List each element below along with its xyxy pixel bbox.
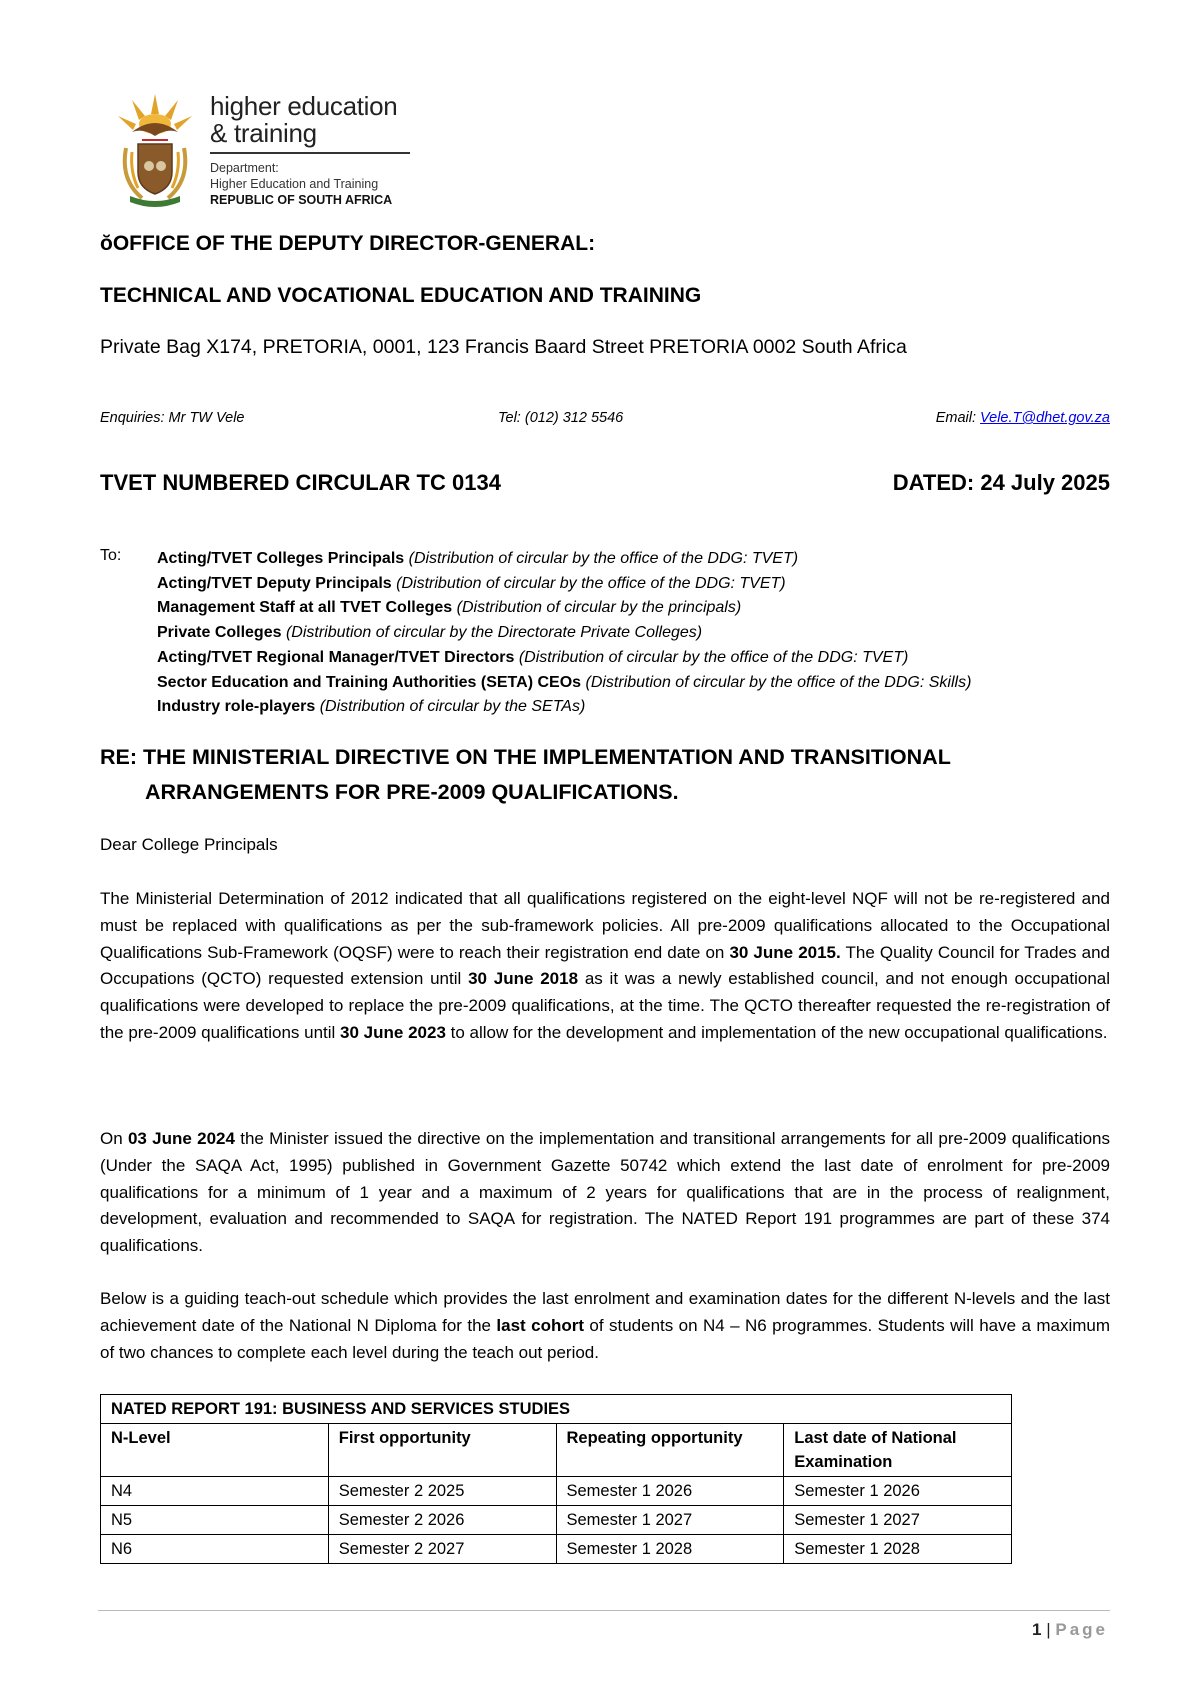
recipient-name: Industry role-players [157, 698, 320, 716]
table-cell: Semester 2 2026 [328, 1506, 556, 1535]
paragraph-2 [100, 1126, 1110, 1260]
table-title-row [101, 1395, 1012, 1424]
recipient-name: Sector Education and Training Authorities (SETA) CEOs [157, 673, 586, 691]
recipient-item [157, 671, 971, 696]
postal-address: Private Bag X174, PRETORIA, 0001, 123 Francis Baard Street PRETORIA 0002 South Africa [100, 336, 907, 358]
paragraph-3 [100, 1286, 1110, 1366]
p1-text-d: as it was a newly established council, and not enough occupational qualifications were developed to replace the pre-2009 qualifications, at the time. The QCTO thereafter requested the re-registration of the pre-2009 qualifications until [100, 969, 1111, 1042]
subject-line-2: ARRANGEMENTS FOR PRE-2009 QUALIFICATIONS. [145, 780, 679, 804]
circular-number: TVET NUMBERED CIRCULAR TC 0134 [100, 470, 501, 495]
page-footer [1032, 1620, 1108, 1640]
recipient-note: (Distribution of circular by the office of the DDG: TVET) [396, 574, 786, 592]
dept-line-3: REPUBLIC OF SOUTH AFRICA [210, 193, 393, 207]
table-cell: N6 [101, 1535, 329, 1564]
salutation: Dear College Principals [100, 835, 278, 854]
recipient-item [157, 621, 971, 646]
table-header-row [101, 1424, 1012, 1477]
email-block [936, 410, 1110, 426]
table-cell: N4 [101, 1477, 329, 1506]
p2-text-a: On [100, 1129, 128, 1148]
page-word: Page [1055, 1620, 1108, 1639]
tel-text: Tel: (012) 312 5546 [498, 410, 624, 426]
table-cell: N5 [101, 1506, 329, 1535]
office-heading: ŏOFFICE OF THE DEPUTY DIRECTOR-GENERAL: [100, 232, 596, 255]
recipient-note: (Distribution of circular by the principals) [456, 599, 742, 617]
column-header: First opportunity [328, 1424, 556, 1477]
recipient-item [157, 646, 971, 671]
p3-last-cohort: last cohort [496, 1315, 585, 1335]
to-label: To: [100, 547, 122, 564]
logo-text [210, 92, 410, 208]
recipient-note: (Distribution of circular by the SETAs) [319, 698, 586, 716]
recipient-note: (Distribution of circular by the office of the DDG: Skills) [585, 673, 972, 691]
circular-date: DATED: 24 July 2025 [892, 470, 1110, 495]
p1-date-2023: 30 June 2023 [340, 1022, 446, 1042]
dhet-logo [112, 92, 412, 210]
p1-date-2015: 30 June 2015. [729, 942, 841, 962]
table-row [101, 1506, 1012, 1535]
page-separator: | [1041, 1620, 1056, 1639]
p2-date-2024: 03 June 2024 [127, 1129, 235, 1148]
coat-of-arms-icon [112, 92, 198, 210]
paragraph-1 [100, 886, 1110, 1047]
brand-line-1: higher education [210, 91, 398, 121]
p1-text-a: The Ministerial Determination of 2012 indicated that all qualifications registered on the eight-level NQF will not be re-registered and must be replaced with qualifications as per the sub-framework policies. All pre-2009 qualifications allocated to the Occupational Qualifications Sub-Framework (OQSF) were to reach their registration end date on [100, 889, 1110, 962]
column-header: N-Level [101, 1424, 329, 1477]
p1-text-c: The Quality Council for Trades and Occupations (QCTO) requested extension until [100, 942, 1110, 989]
p2-text-c: the Minister issued the directive on the implementation and transitional arrangements for all pre-2009 qualifications (Under the SAQA Act, 1995) published in Government Gazette 50742 which extend the last date of enrolment for pre-2009 qualifications for a minimum of 1 year and a maximum of 2 years for qualifications that are in the process of realignment, development, evaluation and recommended to SAQA for registration. The NATED Report 191 programmes are part of these 374 qualifications. [100, 1129, 1110, 1256]
recipient-note: (Distribution of circular by the office of the DDG: TVET) [518, 648, 909, 666]
recipient-item [157, 572, 971, 597]
recipient-name: Acting/TVET Colleges Principals [157, 550, 409, 567]
table-cell: Semester 1 2026 [556, 1477, 784, 1506]
page-number: 1 [1032, 1620, 1042, 1639]
dept-line-1: Department: [210, 161, 279, 175]
table-cell: Semester 1 2028 [556, 1535, 784, 1564]
table-cell: Semester 1 2027 [784, 1506, 1012, 1535]
p3-text-a: Below is a guiding teach-out schedule which provides the last enrolment and examination dates for the different N-levels and the last achievement date of the National N Diploma for the [100, 1289, 1110, 1335]
table-cell: Semester 1 2026 [784, 1477, 1012, 1506]
recipient-item [157, 695, 971, 720]
table-cell: Semester 2 2025 [328, 1477, 556, 1506]
recipient-note: (Distribution of circular by the office of the DDG: TVET) [408, 550, 799, 567]
unit-heading: TECHNICAL AND VOCATIONAL EDUCATION AND TRAINING [100, 284, 702, 307]
column-header: Last date of National Examination [784, 1424, 1012, 1477]
p1-text-e: to allow for the development and implementation of the new occupational qualifications. [445, 1022, 1108, 1042]
logo-divider [210, 152, 410, 154]
footer-divider [98, 1610, 1110, 1611]
p1-date-2018: 30 June 2018 [468, 969, 579, 989]
enquiries-text: Enquiries: Mr TW Vele [100, 410, 245, 426]
contact-row [100, 410, 1110, 432]
recipient-name: Acting/TVET Regional Manager/TVET Directors [157, 648, 519, 666]
dept-line-2: Higher Education and Training [210, 177, 379, 191]
table-cell: Semester 2 2027 [328, 1535, 556, 1564]
recipient-item [157, 596, 971, 621]
table-cell: Semester 1 2027 [556, 1506, 784, 1535]
subject-line-1: RE: THE MINISTERIAL DIRECTIVE ON THE IMPLEMENTATION AND TRANSITIONAL [100, 745, 951, 769]
recipient-note: (Distribution of circular by the Directorate Private Colleges) [285, 624, 703, 642]
teach-out-table [100, 1394, 1012, 1564]
recipient-name: Acting/TVET Deputy Principals [157, 574, 397, 592]
table-row [101, 1535, 1012, 1564]
email-link[interactable]: Vele.T@dhet.gov.za [980, 410, 1110, 426]
recipient-name: Private Colleges [157, 624, 286, 642]
recipient-list [157, 547, 971, 720]
column-header: Repeating opportunity [556, 1424, 784, 1477]
table-title: NATED REPORT 191: BUSINESS AND SERVICES STUDIES [101, 1395, 1012, 1424]
recipient-name: Management Staff at all TVET Colleges [157, 599, 457, 617]
p3-text-c: of students on N4 – N6 programmes. Students will have a maximum of two chances to complete each level during the teach out period. [100, 1315, 1110, 1362]
email-label: Email: [935, 410, 981, 426]
brand-line-2: & training [210, 118, 317, 148]
recipient-item [157, 547, 971, 572]
table-cell: Semester 1 2028 [784, 1535, 1012, 1564]
table-row [101, 1477, 1012, 1506]
